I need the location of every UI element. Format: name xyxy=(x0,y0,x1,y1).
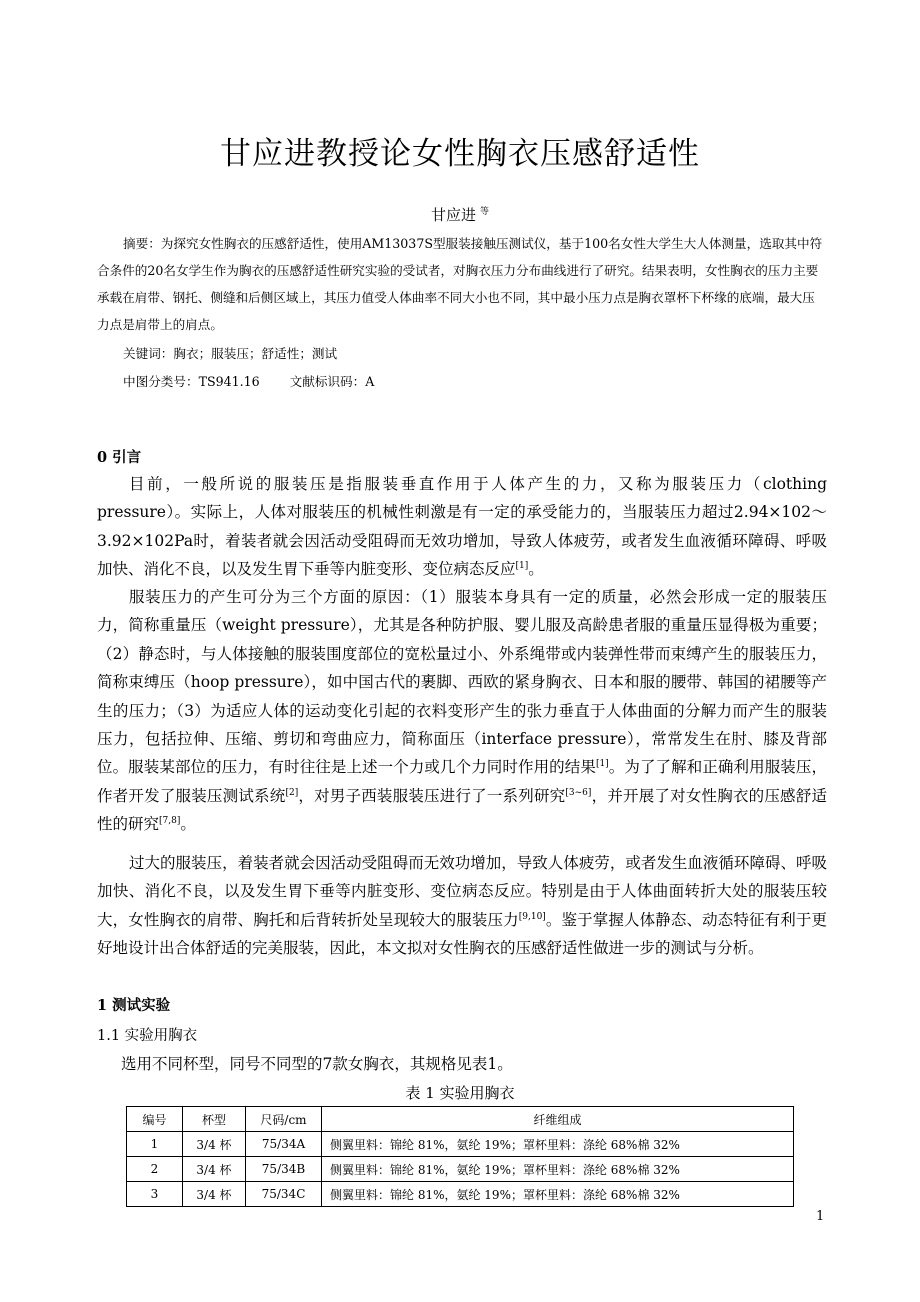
citation: [7,8] xyxy=(159,816,181,827)
author-line xyxy=(0,204,920,225)
paper-title: 甘应进教授论女性胸衣压感舒适性 xyxy=(220,136,700,172)
paragraph-2: 服装压力的产生可分为三个方面的原因：（1）服装本身具有一定的质量，必然会形成一定的服装压力，简称重量压（weight pressure），尤其是各种防护服、婴儿服及高龄患者服的重量压显得极为重要；（2）静态时，与人体接触的服装围度部位的宽松量过小、外系绳带或内装弹性带而束缚产生的服装压力，简称束缚压（hoop pressure），如中国古代的裹脚、西欧的紧身胸衣、日本和服的腰带、韩国的裙腰等产生的压力；（3）为适应人体的运动变化引起的衣料变形产生的张力垂直于人体曲面的分解力而产生的服装压力，包括拉伸、压缩、剪切和弯曲应力，简称面压（interface pressure），常常发生在肘、膝及背部位。服装某部位的压力，有时往往是上述一个力或几个力同时作用的结果[1]。为了了解和正确利用服装压，作者开发了服装压测试系统[2]，对男子西装服装压进行了一系列研究[3~6]，并开展了对女性胸衣的压感舒适性的研究[7,8]。 xyxy=(97,588,827,834)
citation: [9,10] xyxy=(518,911,546,922)
table-cell: 75/34B xyxy=(246,1157,322,1182)
keywords: 关键词：胸衣；服装压；舒适性；测试 xyxy=(123,346,338,361)
paragraph-3: 过大的服装压，着装者就会因活动受阻碍而无效功增加，导致人体疲劳，或者发生血液循环障碍、呼吸加快、消化不良，以及发生胃下垂等内脏变形、变位病态反应。特别是由于人体曲面转折大处的服装压较大，女性胸衣的肩带、胸托和后背转折处呈现较大的服装压力[9,10]。鉴于掌握人体静态、动态特征有利于更好地设计出合体舒适的完美服装，因此，本文拟对女性胸衣的压感舒适性做进一步的测试与分析。 xyxy=(97,854,827,958)
bra-spec-table xyxy=(126,1106,794,1207)
table-cell: 侧翼里料：锦纶 81%，氨纶 19%；罩杯里料：涤纶 68%棉 32% xyxy=(322,1132,794,1157)
citation: [1] xyxy=(515,561,529,572)
citation: [3~6] xyxy=(565,787,592,798)
table-cell: 3/4 杯 xyxy=(183,1132,246,1157)
table-cell: 75/34A xyxy=(246,1132,322,1157)
section-heading-introduction: 0 引言 xyxy=(97,449,142,466)
table-cell: 侧翼里料：锦纶 81%，氨纶 19%；罩杯里料：涤纶 68%棉 32% xyxy=(322,1182,794,1207)
table-cell: 75/34C xyxy=(246,1182,322,1207)
subsection-heading: 1.1 实验用胸衣 xyxy=(97,1028,198,1044)
table-cell: 3 xyxy=(127,1182,183,1207)
table-row xyxy=(127,1132,794,1157)
table-header-row xyxy=(127,1107,794,1132)
section-heading-experiment: 1 测试实验 xyxy=(97,997,171,1014)
table-cell: 侧翼里料：锦纶 81%，氨纶 19%；罩杯里料：涤纶 68%棉 32% xyxy=(322,1157,794,1182)
abstract: 摘要：为探究女性胸衣的压感舒适性，使用AM13037S型服装接触压测试仪，基于100名女性大学生大人体测量，选取其中符合条件的20名女学生作为胸衣的压感舒适性研究实验的受试者，对胸衣压力分布曲线进行了研究。结果表明，女性胸衣的压力主要承载在肩带、钢托、侧缝和后侧区域上，其压力值受人体曲率不同大小也不同，其中最小压力点是胸衣罩杯下杯缘的底端，最大压力点是肩带上的肩点。 xyxy=(97,236,823,332)
table-cell: 3/4 杯 xyxy=(183,1182,246,1207)
clc-number: 中图分类号：TS941.16 xyxy=(123,374,260,389)
paragraph-4: 选用不同杯型，同号不同型的7款女胸衣，其规格见表1。 xyxy=(121,1055,513,1073)
table-row xyxy=(127,1182,794,1207)
page-number: 1 xyxy=(816,1209,825,1224)
citation: [2] xyxy=(285,787,299,798)
author-name: 甘应进 xyxy=(430,206,476,224)
paragraph-1: 目前，一般所说的服装压是指服装垂直作用于人体产生的力，又称为服装压力（clothing pressure）。实际上，人体对服装压的机械性刺激是有一定的承受能力的，当服装压力超过2.94×102～3.92×102Pa时，着装者就会因活动受阻碍而无效功增加，导致人体疲劳，或者发生血液循环障碍、呼吸加快、消化不良，以及发生胃下垂等内脏变形、变位病态反应[1]。 xyxy=(97,475,827,579)
table-cell: 2 xyxy=(127,1157,183,1182)
header-cell: 编号 xyxy=(127,1107,183,1132)
classification-line xyxy=(123,371,374,390)
table-caption: 表 1 实验用胸衣 xyxy=(405,1084,515,1102)
author-suffix: 等 xyxy=(480,207,490,217)
table-cell: 3/4 杯 xyxy=(183,1157,246,1182)
citation: [1] xyxy=(595,759,609,770)
document-code: 文献标识码：A xyxy=(289,374,375,389)
header-cell: 纤维组成 xyxy=(322,1107,794,1132)
header-cell: 杯型 xyxy=(183,1107,246,1132)
table-cell: 1 xyxy=(127,1132,183,1157)
header-cell: 尺码/cm xyxy=(246,1107,322,1132)
table-row xyxy=(127,1157,794,1182)
